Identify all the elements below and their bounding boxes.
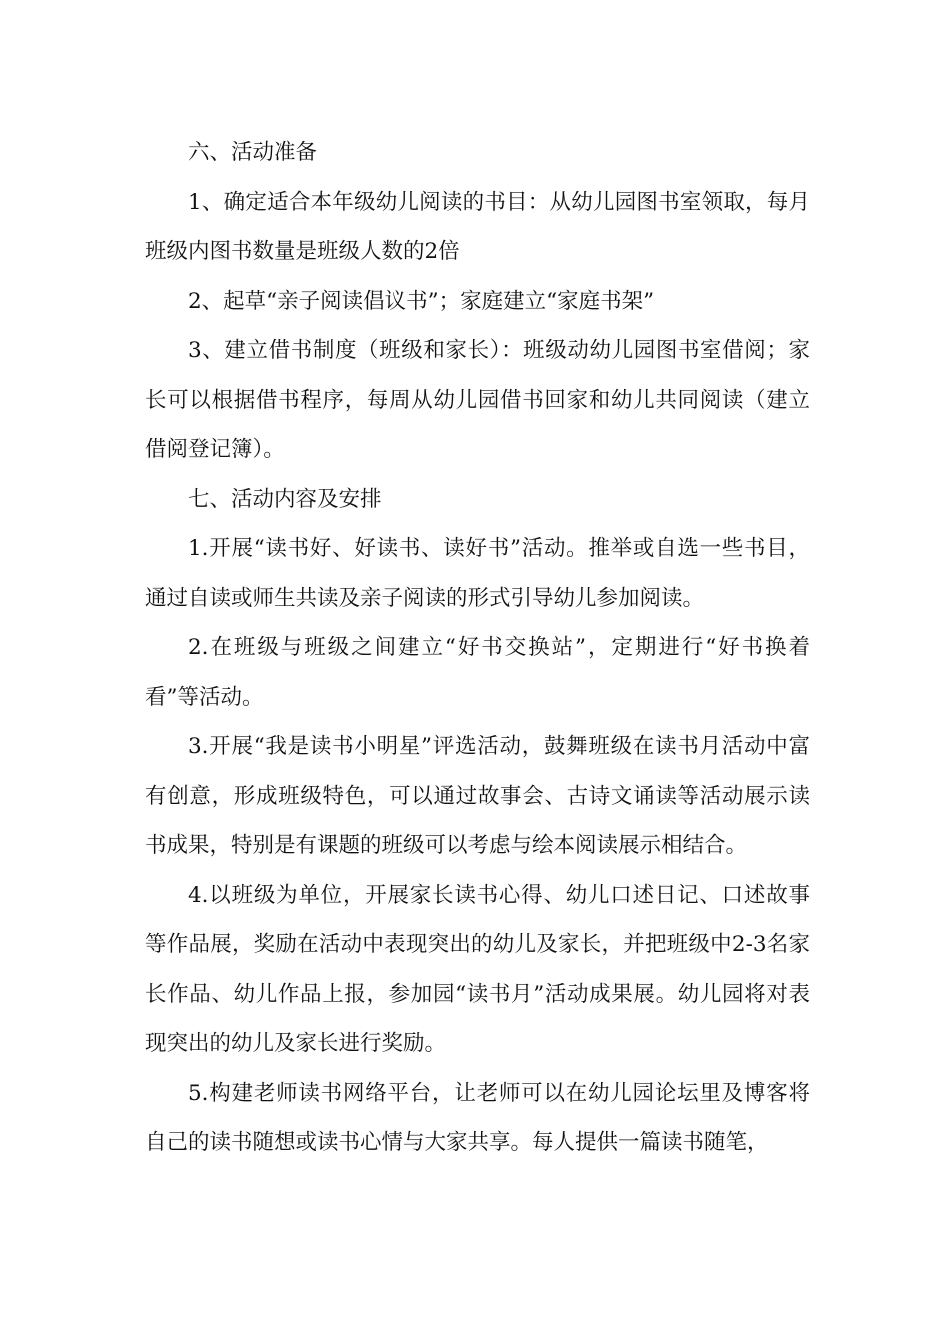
paragraph-activity-2: 2.在班级与班级之间建立“好书交换站”，定期进行“好书换着看”等活动。 [145,635,810,710]
paragraph-activity-4: 4.以班级为单位，开展家长读书心得、幼儿口述日记、口述故事等作品展，奖励在活动中表现突出的幼儿及家长，并把班级中2-3名家长作品、幼儿作品上报，参加园“读书月”活动成果展。幼儿园将对表现突出的幼儿及家长进行奖励。 [145,882,810,1056]
paragraph-initiative: 2、起草“亲子阅读倡议书”；家庭建立“家庭书架” [188,288,655,314]
paragraph-book-list: 1、确定适合本年级幼儿阅读的书目：从幼儿园图书室领取，每月班级内图书数量是班级人数的2倍 [145,189,810,264]
paragraph-activity-3: 3.开展“我是读书小明星”评选活动，鼓舞班级在读书月活动中富有创意，形成班级特色，可以通过故事会、古诗文诵读等活动展示读书成果，特别是有课题的班级可以考虑与绘本阅读展示相结合。 [145,734,810,858]
document-body [145,128,810,1168]
paragraph-borrowing-system: 3、建立借书制度（班级和家长）：班级动幼儿园图书室借阅；家长可以根据借书程序，每周从幼儿园借书回家和幼儿共同阅读（建立借阅登记簿）。 [145,338,810,462]
paragraph-activity-1: 1.开展“读书好、好读书、读好书”活动。推举或自选一些书目，通过自读或师生共读及亲子阅读的形式引导幼儿参加阅读。 [145,536,810,611]
paragraph-activity-5: 5.构建老师读书网络平台，让老师可以在幼儿园论坛里及博客将自己的读书随想或读书心情与大家共享。每人提供一篇读书随笔， [145,1080,810,1155]
section-heading-activities: 七、活动内容及安排 [188,486,382,512]
section-heading-preparation: 六、活动准备 [188,140,318,165]
